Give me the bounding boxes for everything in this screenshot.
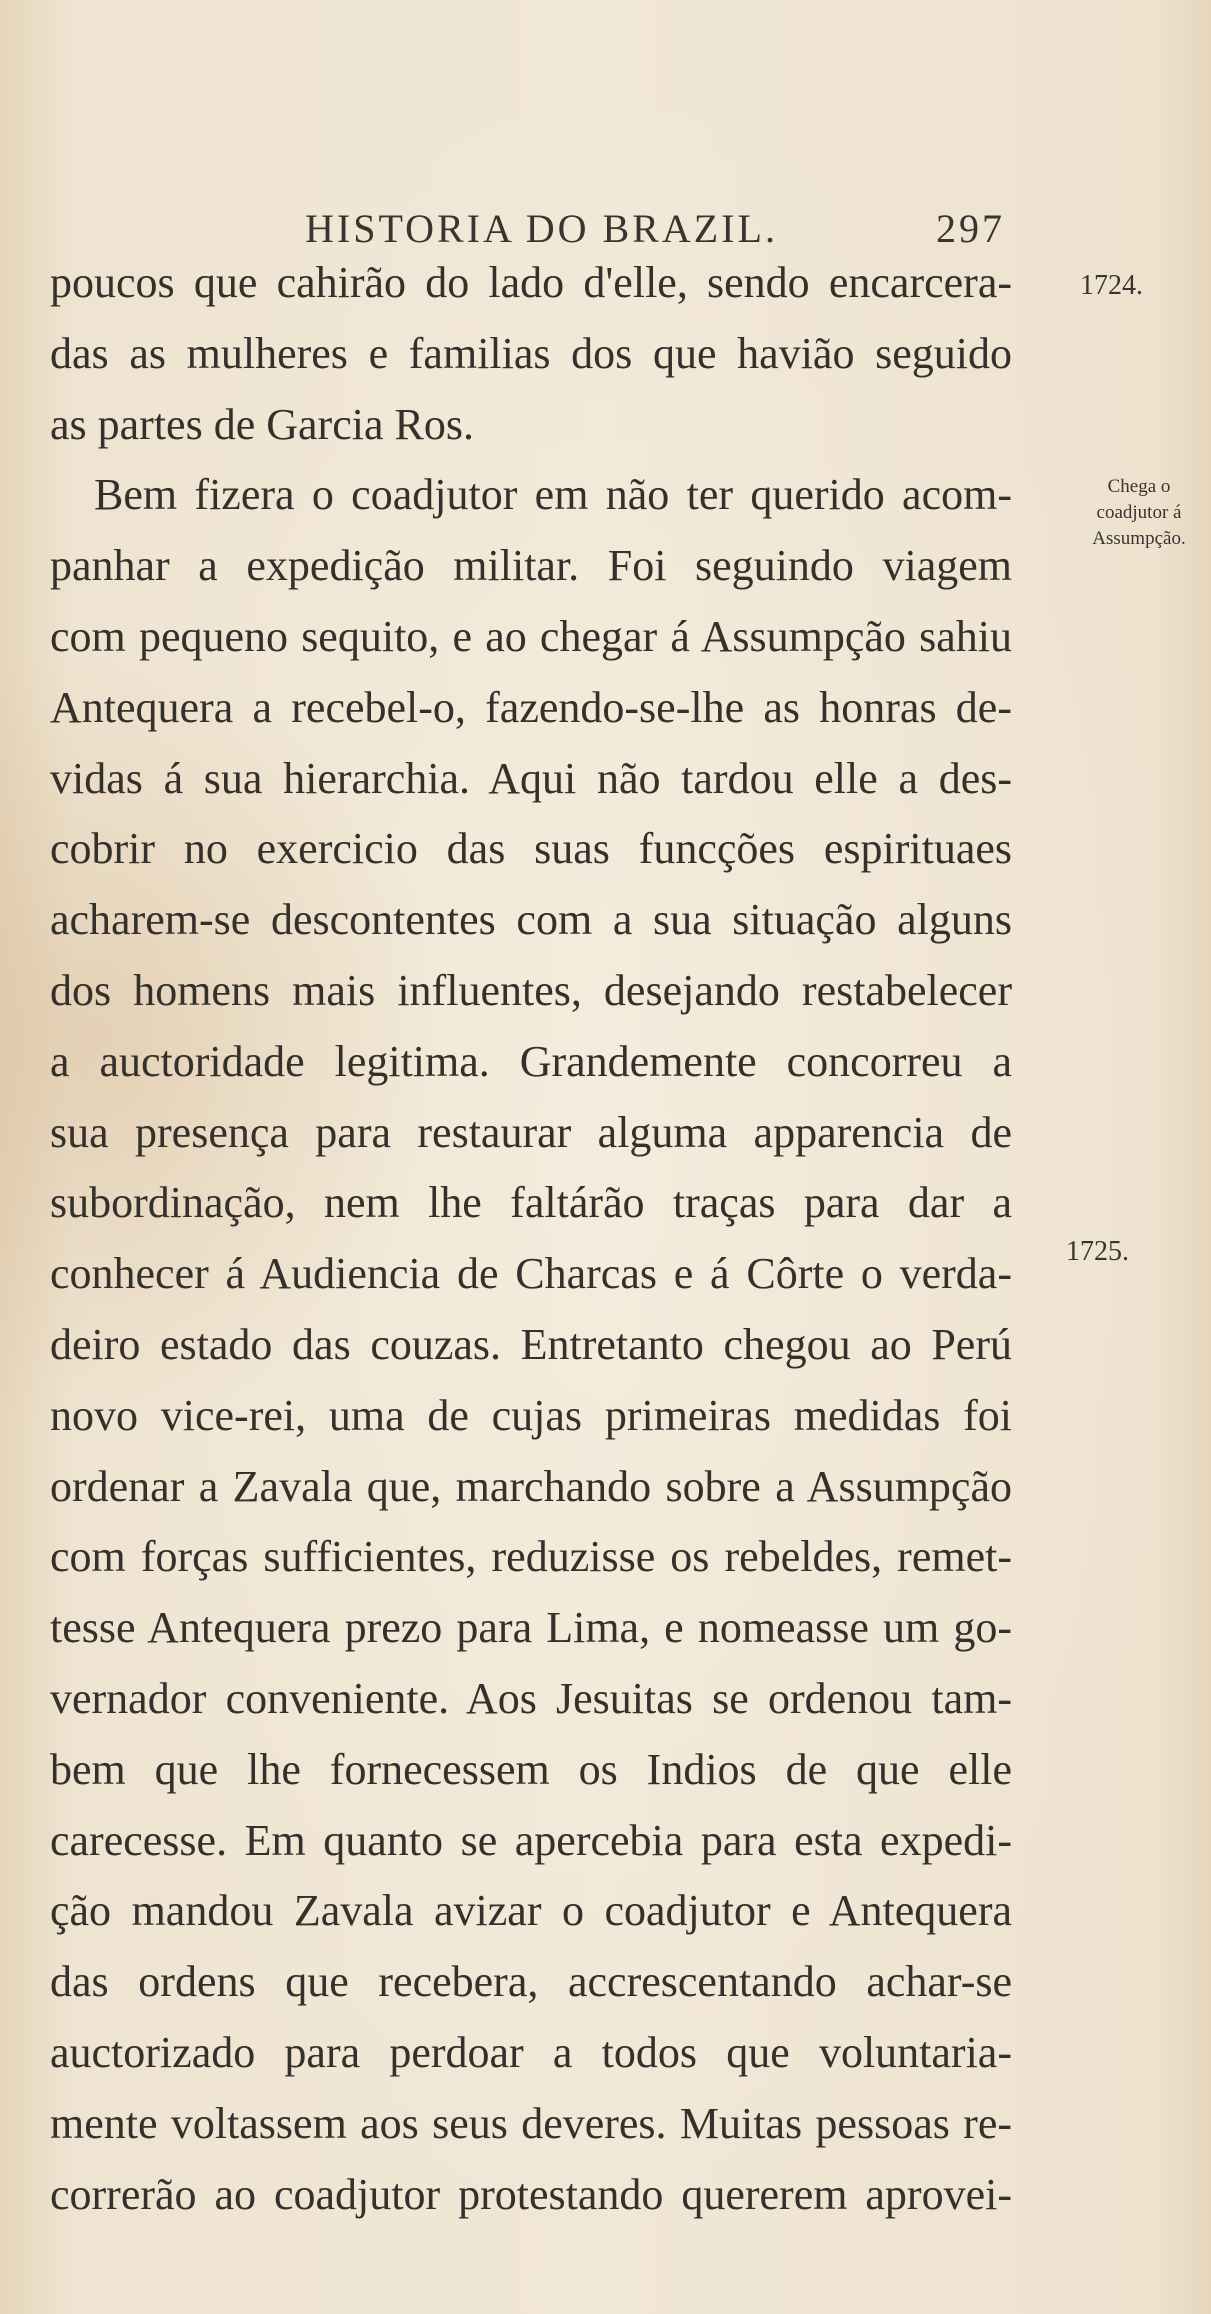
text-line: vidas á sua hierarchia. Aqui não tardou elle a des- <box>50 753 1012 803</box>
text-line: a auctoridade legitima. Grandemente concorreu a <box>50 1036 1012 1086</box>
margin-year-1724: 1724. <box>1080 270 1143 301</box>
text-line: tesse Antequera prezo para Lima, e nomeasse um go- <box>50 1603 1012 1653</box>
text-line: mente voltassem aos seus deveres. Muitas pessoas re- <box>50 2098 1012 2148</box>
text-line: carecesse. Em quanto se apercebia para esta expedi- <box>50 1815 1012 1865</box>
text-line: cobrir no exercicio das suas funcções espirituaes <box>50 824 1012 874</box>
text-line: bem que lhe fornecessem os Indios de que elle <box>50 1744 1012 1794</box>
text-line: auctorizado para perdoar a todos que voluntaria- <box>50 2027 1012 2077</box>
margin-note-line: coadjutor á <box>1096 502 1182 523</box>
text-line: com forças sufficientes, reduzisse os rebeldes, remet- <box>50 1532 1012 1582</box>
running-title: HISTORIA DO BRAZIL. <box>305 206 778 251</box>
text-line: Antequera a recebel-o, fazendo-se-lhe as honras de- <box>50 682 1012 732</box>
text-line: dos homens mais influentes, desejando restabelecer <box>50 965 1012 1015</box>
text-line: sua presença para restaurar alguma apparencia de <box>50 1107 1012 1157</box>
margin-year-1725: 1725. <box>1066 1236 1129 1267</box>
text-line: acharem-se descontentes com a sua situação alguns <box>50 895 1012 945</box>
text-line: as partes de Garcia Ros. <box>50 399 474 449</box>
margin-note-chega <box>1074 474 1204 552</box>
text-line: com pequeno sequito, e ao chegar á Assumpção sahiu <box>50 611 1012 661</box>
text-line: das as mulheres e familias dos que havião seguido <box>50 328 1012 378</box>
text-line: conhecer á Audiencia de Charcas e á Côrte o verda- <box>50 1249 1012 1299</box>
text-line: poucos que cahirão do lado d'elle, sendo encarcera- <box>50 258 1012 307</box>
text-line: novo vice-rei, uma de cujas primeiras medidas foi <box>50 1390 1012 1440</box>
text-line: ordenar a Zavala que, marchando sobre a Assumpção <box>50 1461 1012 1511</box>
text-line: panhar a expedição militar. Foi seguindo viagem <box>50 541 1012 591</box>
body-text <box>50 248 1012 2230</box>
margin-note-line: Chega o <box>1107 476 1171 497</box>
text-line: ção mandou Zavala avizar o coadjutor e Antequera <box>50 1886 1012 1936</box>
text-line: das ordens que recebera, accrescentando achar-se <box>50 1957 1012 2007</box>
text-line: vernador conveniente. Aos Jesuitas se ordenou tam- <box>50 1673 1012 1723</box>
page-number: 297 <box>936 206 1005 251</box>
text-line: correrão ao coadjutor protestando quererem aprovei- <box>50 2169 1012 2219</box>
text-line: Bem fizera o coadjutor em não ter querido acom- <box>94 470 1012 520</box>
text-line: deiro estado das couzas. Entretanto chegou ao Perú <box>50 1319 1012 1369</box>
margin-note-line: Assumpção. <box>1092 528 1186 549</box>
text-line: subordinação, nem lhe faltárão traças para dar a <box>50 1178 1012 1228</box>
